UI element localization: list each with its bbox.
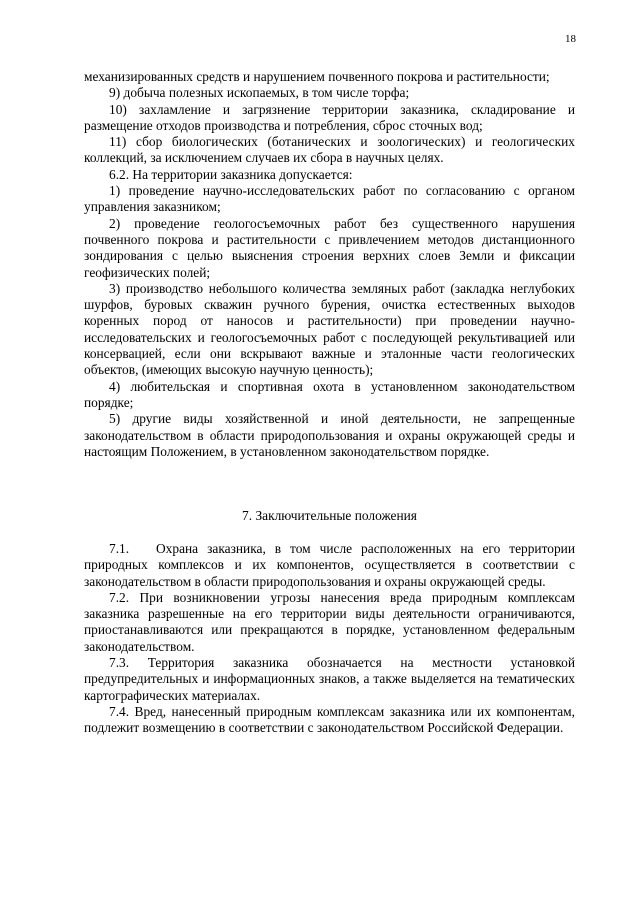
section-7-text [84,541,575,737]
paragraph: 5) другие виды хозяйственной и иной деятельности, не запрещенные законодательством в области природопользования и охраны окружающей среды и настоящим Положением, в установленном законодательством порядке. [84,411,575,459]
paragraph: 6.2. На территории заказника допускается: [109,166,353,182]
paragraph: 7.4. Вред, нанесенный природным комплексам заказника или их компонентам, подлежит возмещению в соответствии с законодательством Российской Федерации. [84,703,575,736]
paragraph: 10) захламление и загрязнение территории заказника, складирование и размещение отходов производства и потребления, сброс сточных вод; [84,101,575,133]
page-number: 18 [565,33,576,45]
paragraph: 3) производство небольшого количества земляных работ (закладка неглубоких шурфов, буровых скважин ручного бурения, очистка естественных выходов коренных пород от наносов и растительности) при проведении научно-исследовательских и геологосъемочных работ с последующей рекультивацией или консервацией, если они вскрывают важные и эталонные части геологических объектов, (имеющих высокую научную ценность); [84,280,575,378]
paragraph: 11) сбор биологических (ботанических и зоологических) и геологических коллекций, за исключением случаев их сбора в научных целях. [84,134,575,166]
paragraph: 1) проведение научно-исследовательских работ по согласованию с органом управления заказником; [84,183,575,215]
paragraph: 4) любительская и спортивная охота в установленном законодательством порядке; [84,378,575,410]
paragraph: 7.2. При возникновении угрозы нанесения вреда природным комплексам заказника разрешенные на его территории виды деятельности ограничиваются, приостанавливаются или прекращаются в порядке, установленном федеральным законодательством. [84,589,575,654]
section-heading: 7. Заключительные положения [242,508,417,523]
section-6-text [84,69,575,460]
paragraph: механизированных средств и нарушением почвенного покрова и растительности; [84,69,550,84]
paragraph: 2) проведение геологосъемочных работ без существенного нарушения почвенного покрова и растительности с привлечением методов дистанционного зондирования с целью выяснения строения верхних слоев Земли и фиксации геофизических полей; [84,215,575,280]
paragraph: 7.1. Охрана заказника, в том числе расположенных на его территории природных комплексов и их компонентов, осуществляется в соответствии с законодательством в области природопользования и охраны окружающей среды. [84,541,575,589]
paragraph: 9) добыча полезных ископаемых, в том числе торфа; [109,85,410,101]
paragraph: 7.3. Территория заказника обозначается на местности установкой предупредительных и информационных знаков, а также выделяется на тематических картографических материалах. [84,655,575,703]
